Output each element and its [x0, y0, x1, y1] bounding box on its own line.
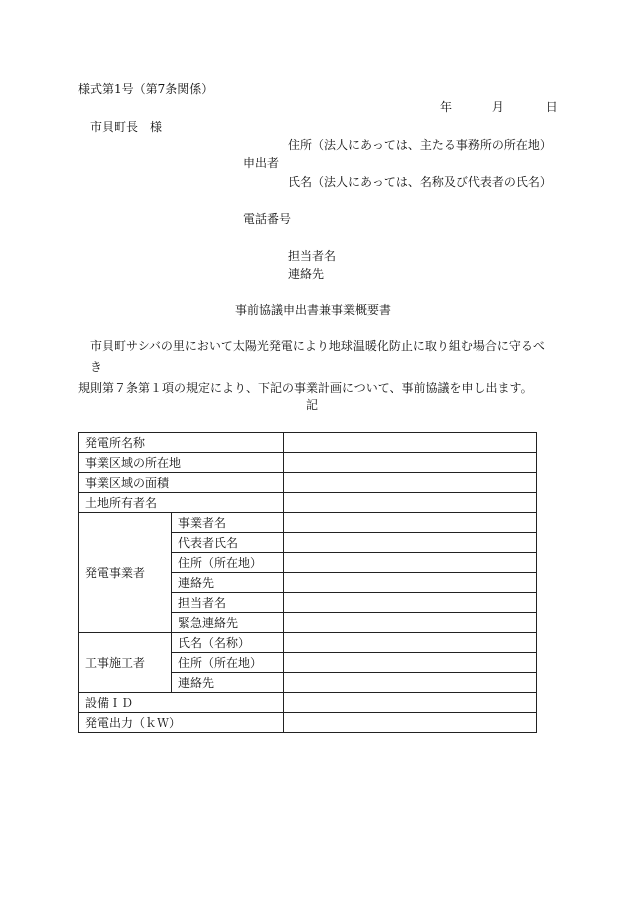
table-row [79, 433, 537, 453]
area-size-field[interactable] [284, 473, 537, 493]
contractor-address-label: 住所（所在地） [172, 653, 284, 673]
table-row [79, 693, 537, 713]
area-size-label: 事業区域の面積 [79, 473, 284, 493]
operator-emergency-label: 緊急連絡先 [172, 613, 284, 633]
document-title: 事前協議申出書兼事業概要書 [235, 303, 392, 317]
table-row [79, 713, 537, 733]
plant-name-field[interactable] [284, 433, 537, 453]
table-row [79, 633, 537, 653]
contractor-name-field[interactable] [284, 633, 537, 653]
applicant-address-label: 住所（法人にあっては、主たる事務所の所在地） [288, 138, 552, 152]
body-line-1: 市貝町サシバの里において太陽光発電により地球温暖化防止に取り組む場合に守るべき [90, 339, 545, 374]
applicant-name-label: 氏名（法人にあっては、名称及び代表者の氏名） [288, 175, 552, 189]
table-row [79, 513, 537, 533]
form-number: 様式第1号（第7条関係） [78, 82, 214, 96]
addressee: 市貝町長 様 [90, 120, 163, 134]
contact-person-label: 担当者名 [288, 249, 337, 263]
operator-representative-label: 代表者氏名 [172, 533, 284, 553]
area-location-field[interactable] [284, 453, 537, 473]
table-row [79, 493, 537, 513]
operator-emergency-field[interactable] [284, 613, 537, 633]
operator-name-label: 事業者名 [172, 513, 284, 533]
contractor-contact-field[interactable] [284, 673, 537, 693]
body-text [78, 336, 548, 399]
equipment-id-field[interactable] [284, 693, 537, 713]
project-summary-table [78, 432, 537, 733]
plant-name-label: 発電所名称 [79, 433, 284, 453]
applicant-label: 申出者 [243, 156, 280, 170]
operator-contact-label: 連絡先 [172, 573, 284, 593]
operator-group-label: 発電事業者 [79, 513, 172, 633]
operator-person-field[interactable] [284, 593, 537, 613]
body-line-2: 規則第７条第１項の規定により、下記の事業計画について、事前協議を申し出ます。 [78, 381, 533, 395]
land-owner-field[interactable] [284, 493, 537, 513]
date-month: 月 [491, 100, 504, 114]
date-line [440, 100, 558, 114]
operator-name-field[interactable] [284, 513, 537, 533]
ki-label: 記 [306, 398, 319, 412]
contractor-contact-label: 連絡先 [172, 673, 284, 693]
table-row [79, 453, 537, 473]
contractor-group-label: 工事施工者 [79, 633, 172, 693]
equipment-id-label: 設備ＩＤ [79, 693, 284, 713]
area-location-label: 事業区域の所在地 [79, 453, 284, 473]
land-owner-label: 土地所有者名 [79, 493, 284, 513]
contractor-address-field[interactable] [284, 653, 537, 673]
output-label: 発電出力（ｋＷ） [79, 713, 284, 733]
operator-address-field[interactable] [284, 553, 537, 573]
date-day: 日 [545, 100, 558, 114]
contractor-name-label: 氏名（名称） [172, 633, 284, 653]
operator-address-label: 住所（所在地） [172, 553, 284, 573]
contact-label: 連絡先 [288, 267, 325, 281]
operator-person-label: 担当者名 [172, 593, 284, 613]
phone-label: 電話番号 [243, 212, 292, 226]
output-field[interactable] [284, 713, 537, 733]
operator-representative-field[interactable] [284, 533, 537, 553]
date-year: 年 [440, 100, 453, 114]
operator-contact-field[interactable] [284, 573, 537, 593]
table-row [79, 473, 537, 493]
